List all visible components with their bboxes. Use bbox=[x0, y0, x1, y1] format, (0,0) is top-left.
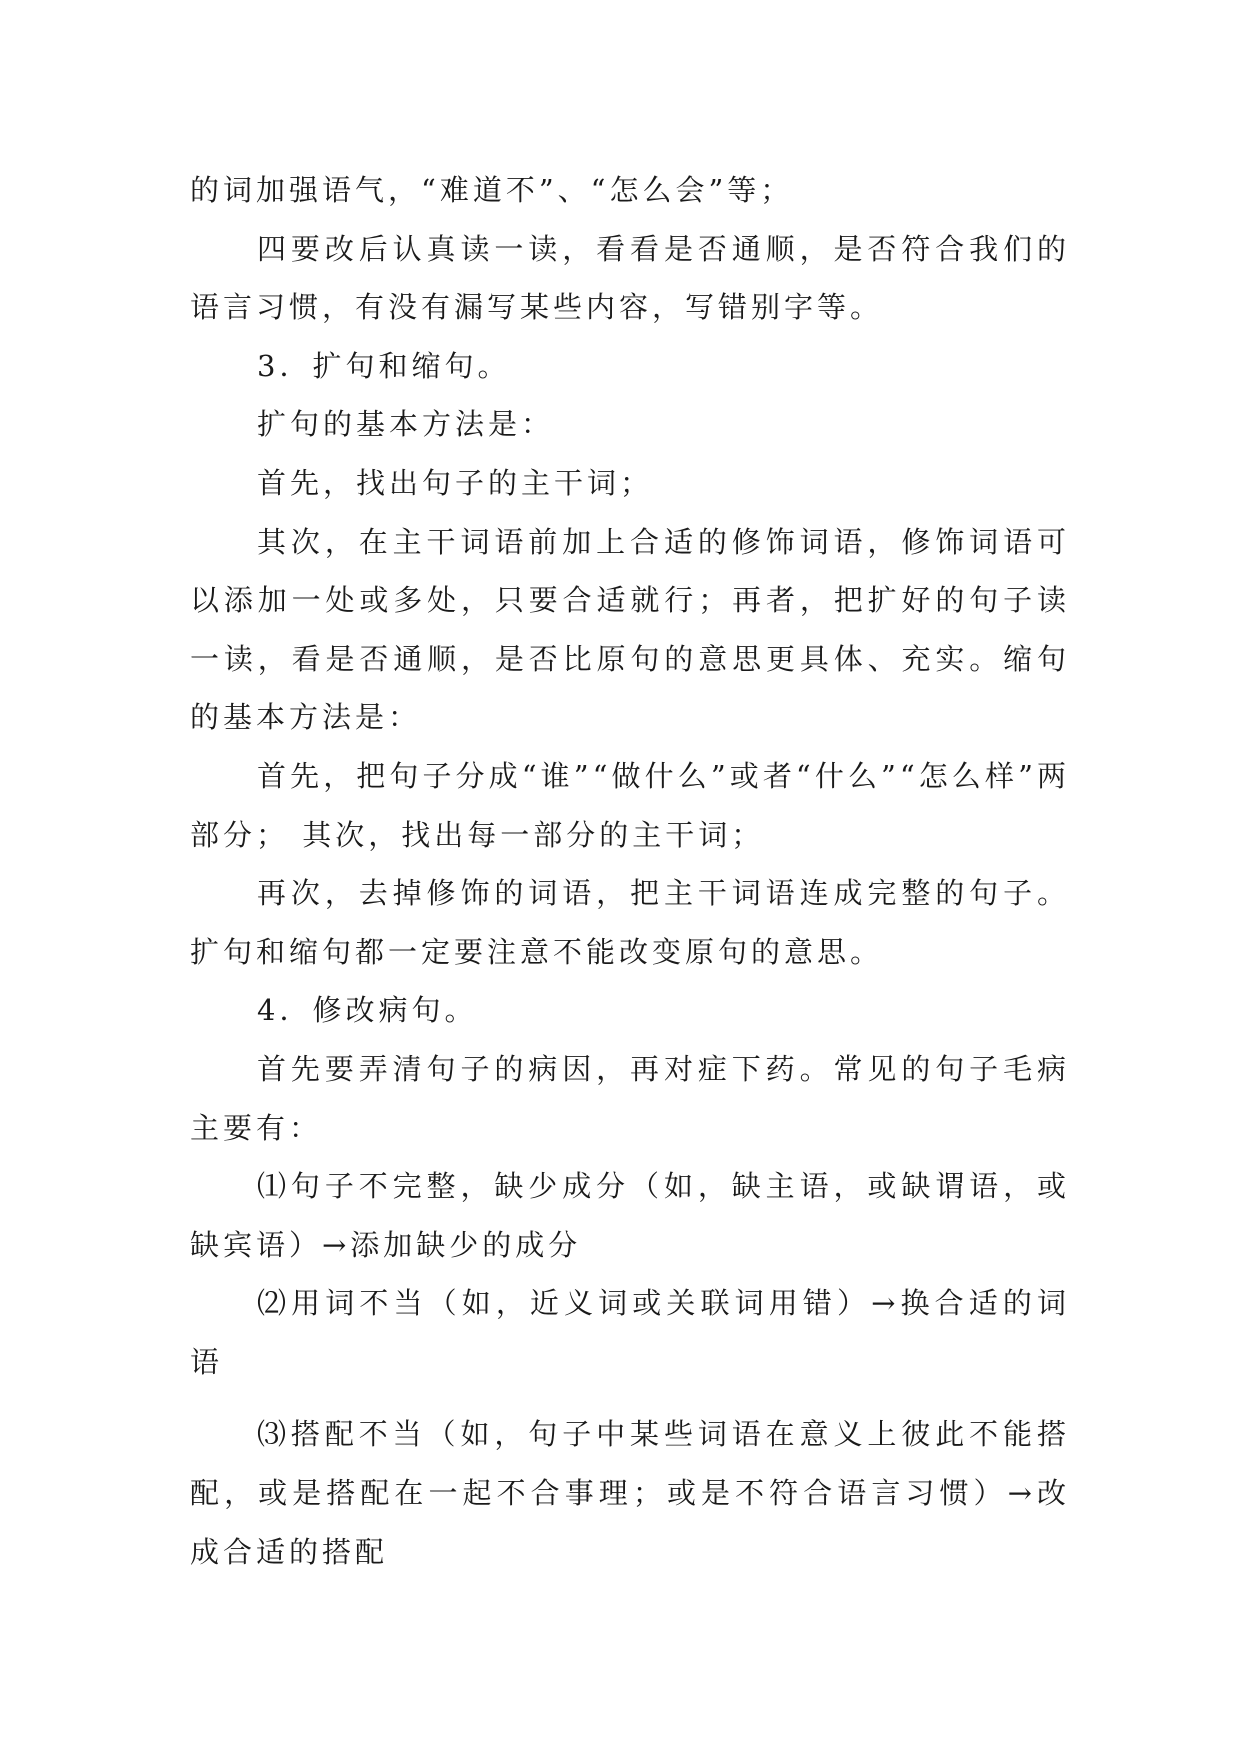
paragraph-6: 其次，在主干词语前加上合适的修饰词语，修饰词语可以添加一处或多处，只要合适就行；再者，把扩好的句子读一读，看是否通顺，是否比原句的意思更具体、充实。缩句的基本方法是： bbox=[190, 524, 1070, 735]
section-heading-4: 4．修改病句。 bbox=[257, 993, 478, 1028]
list-item-3: ⑶搭配不当（如，句子中某些词语在意义上彼此不能搭配，或是搭配在一起不合事理；或是不符合语言习惯）→改成合适的搭配 bbox=[190, 1417, 1070, 1569]
paragraph-10: 首先要弄清句子的病因，再对症下药。常见的句子毛病主要有： bbox=[190, 1051, 1070, 1145]
paragraph-2: 四要改后认真读一读，看看是否通顺，是否符合我们的语言习惯，有没有漏写某些内容，写错别字等。 bbox=[190, 231, 1070, 325]
paragraph-8: 再次，去掉修饰的词语，把主干词语连成完整的句子。扩句和缩句都一定要注意不能改变原句的意思。 bbox=[190, 876, 1070, 969]
paragraph-7: 首先，把句子分成“谁”“做什么”或者“什么”“怎么样”两部分； 其次，找出每一部分的主干词； bbox=[190, 758, 1070, 852]
document-body bbox=[190, 161, 1070, 1581]
paragraph-4: 扩句的基本方法是： bbox=[257, 407, 555, 442]
section-heading-3: 3．扩句和缩句。 bbox=[257, 348, 511, 383]
list-item-1: ⑴句子不完整，缺少成分（如，缺主语，或缺谓语，或缺宾语）→添加缺少的成分 bbox=[190, 1169, 1070, 1262]
paragraph-1: 的词加强语气，“难道不”、“怎么会”等； bbox=[190, 173, 794, 207]
list-item-2: ⑵用词不当（如，近义词或关联词用错）→换合适的词语 bbox=[190, 1286, 1070, 1379]
paragraph-5: 首先，找出句子的主干词； bbox=[257, 465, 654, 500]
